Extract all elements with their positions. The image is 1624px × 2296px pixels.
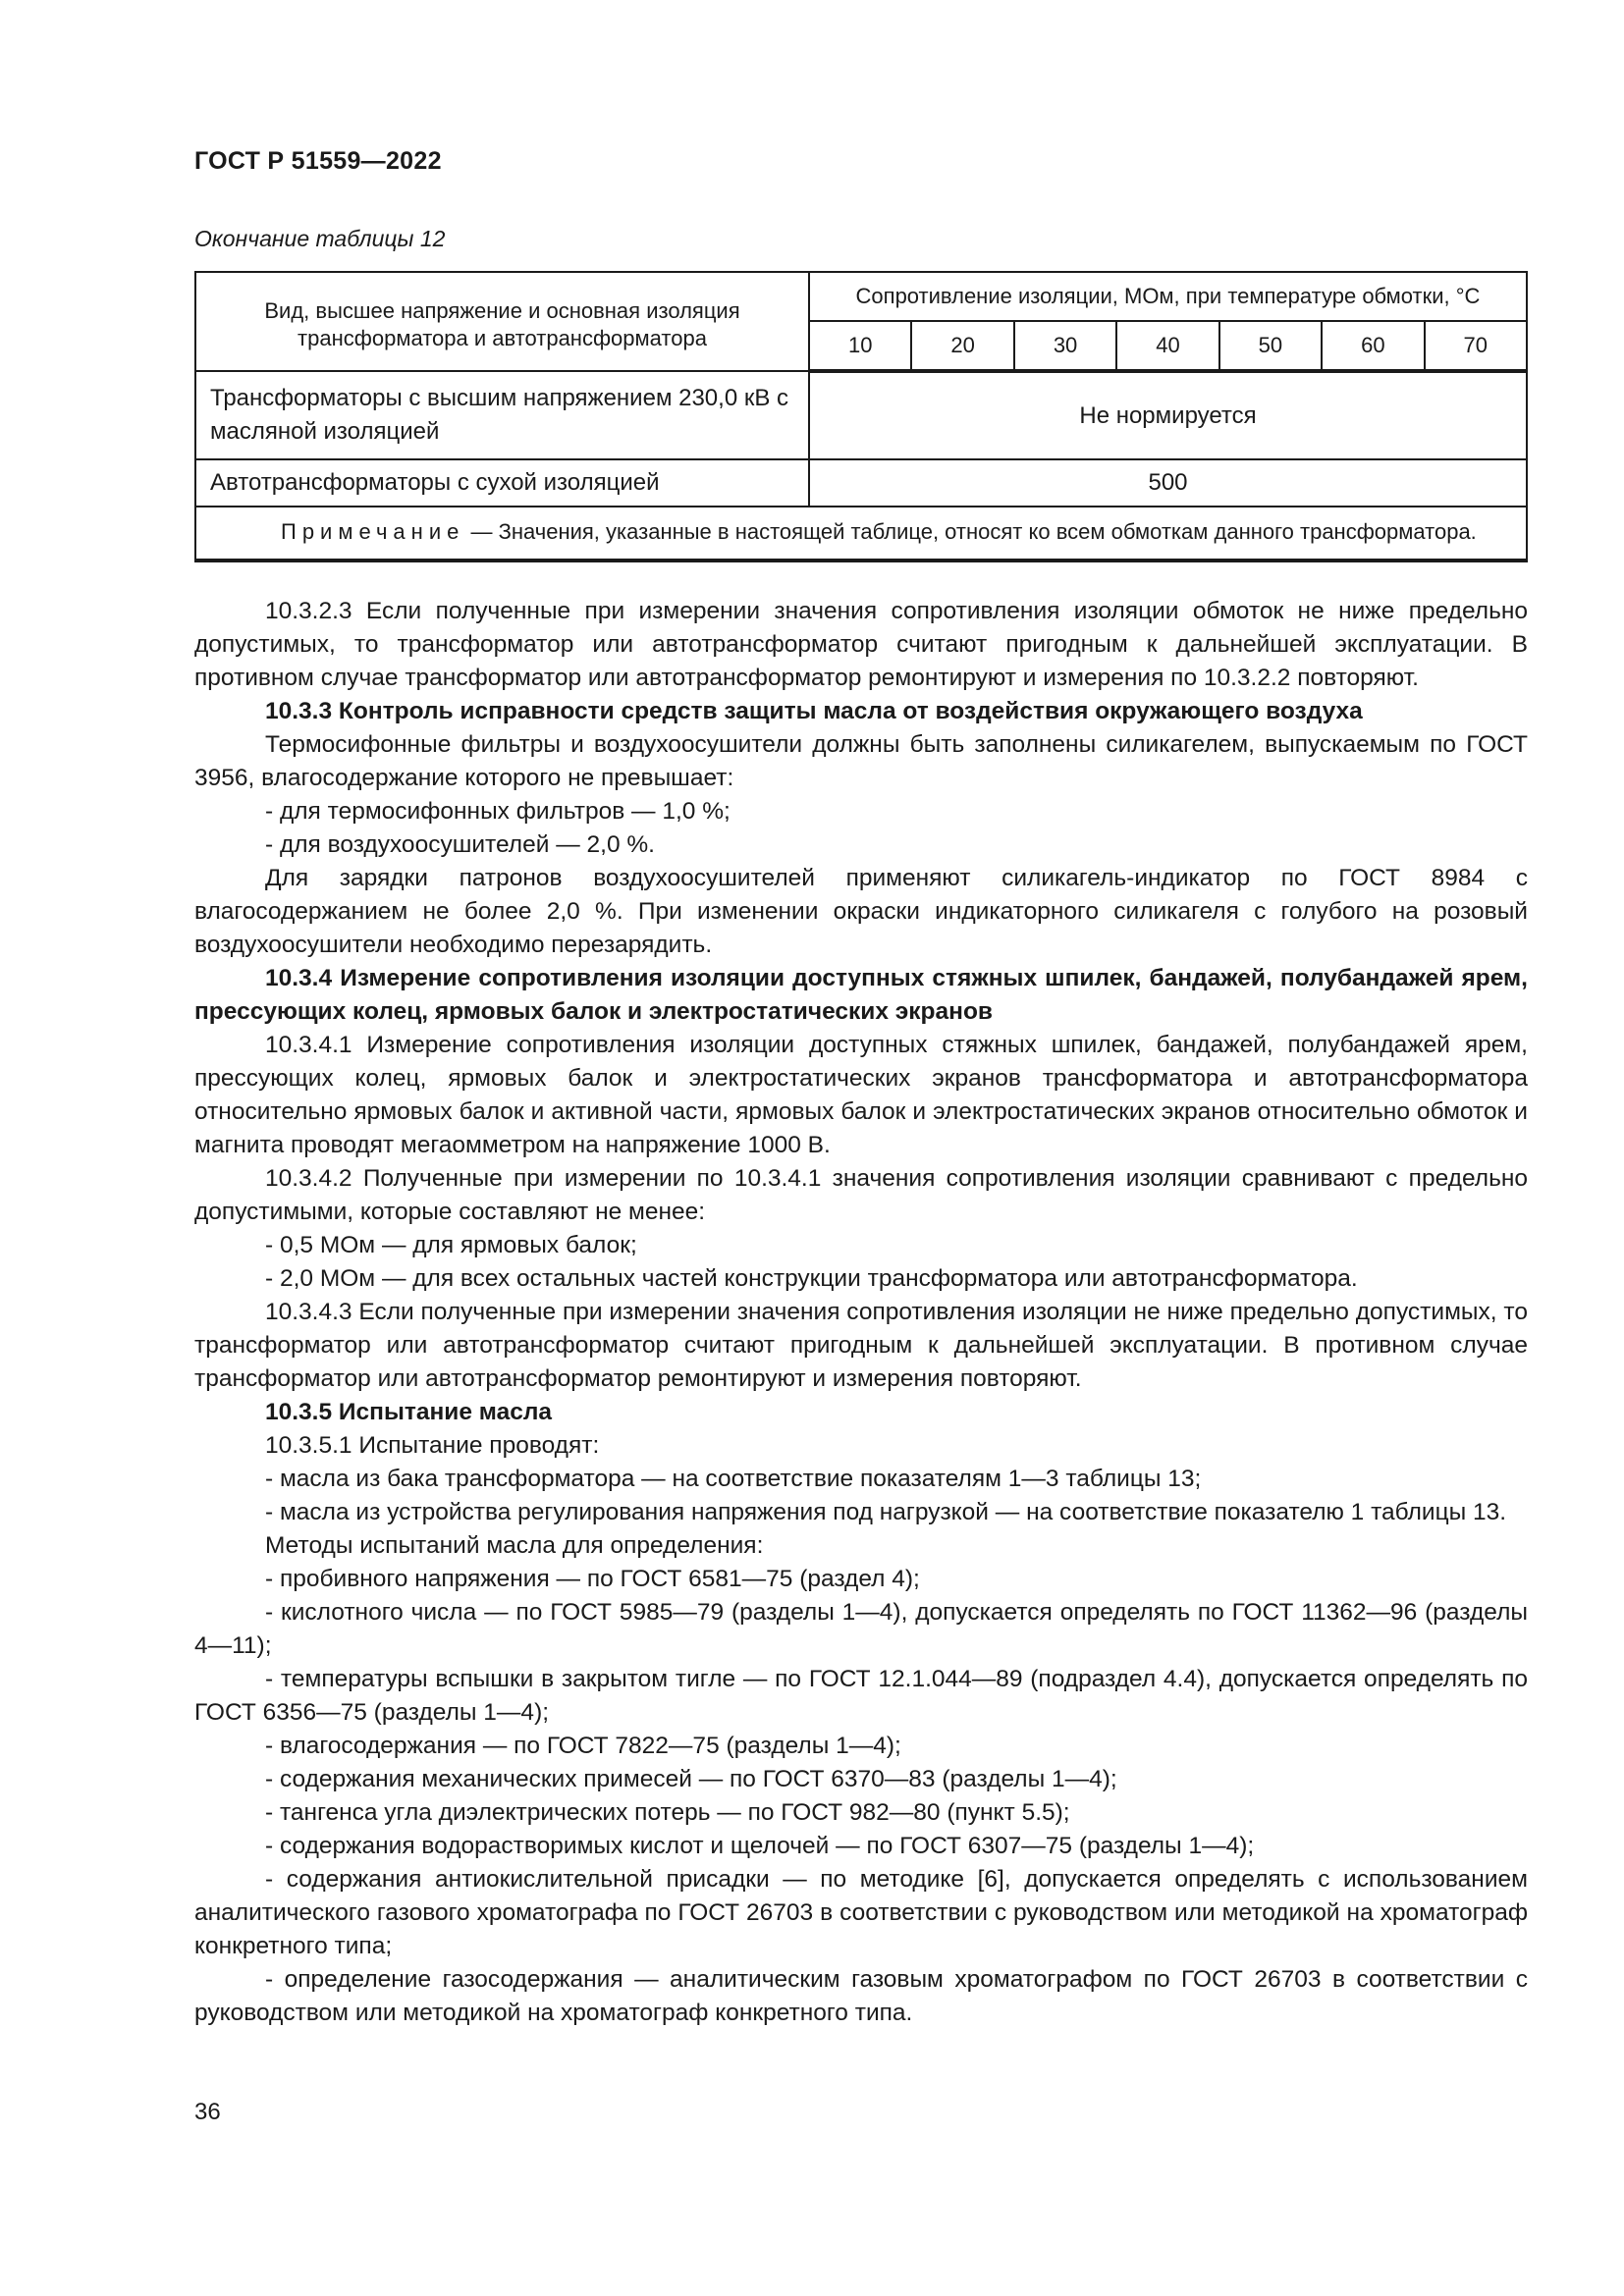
row-label: Трансформаторы с высшим напряжением 230,0 кВ с масляной изоляцией [195, 371, 809, 459]
table-row [195, 371, 1527, 459]
table-group-header: Сопротивление изоляции, МОм, при температуре обмотки, °С [809, 272, 1527, 321]
table-row [195, 459, 1527, 507]
paragraph: - 2,0 МОм — для всех остальных частей конструкции трансформатора или автотрансформатора. [265, 1265, 1358, 1292]
paragraph: - содержания механических примесей — по ГОСТ 6370—83 (разделы 1—4); [265, 1766, 1117, 1792]
paragraph: Методы испытаний масла для определения: [265, 1532, 764, 1559]
paragraph: - тангенса угла диэлектрических потерь — по ГОСТ 982—80 (пункт 5.5); [265, 1799, 1070, 1826]
paragraph: - температуры вспышки в закрытом тигле — по ГОСТ 12.1.044—89 (подраздел 4.4), допускается определять по ГОСТ 6356—75 (разделы 1—4); [194, 1666, 1528, 1726]
section-heading: 10.3.4 Измерение сопротивления изоляции доступных стяжных шпилек, бандажей, полубандажей ярем, прессующих колец, ярмовых балок и электростатических экранов [194, 965, 1528, 1025]
paragraph: - определение газосодержания — аналитическим газовым хроматографом по ГОСТ 26703 в соответствии с руководством или методикой на хроматограф конкретного типа. [194, 1966, 1528, 2026]
paragraph: - содержания антиокислительной присадки — по методике [6], допускается определять с использованием аналитического газового хроматографа по ГОСТ 26703 в соответствии с руководством или методикой на хроматограф конкретного типа; [194, 1866, 1528, 1959]
paragraph: 10.3.4.3 Если полученные при измерении значения сопротивления изоляции не ниже предельно допустимых, то трансформатор или автотрансформатор считают пригодным к дальнейшей эксплуатации. В противном случае трансформатор или автотрансформатор ремонтируют и измерения повторяют. [194, 1299, 1528, 1392]
row-label: Автотрансформаторы с сухой изоляцией [195, 459, 809, 507]
table-caption: Окончание таблицы 12 [194, 226, 446, 251]
row-value: 500 [809, 459, 1527, 507]
paragraph: - 0,5 МОм — для ярмовых балок; [265, 1232, 637, 1258]
paragraph: - масла из бака трансформатора — на соответствие показателям 1—3 таблицы 13; [265, 1466, 1202, 1492]
paragraph: - влагосодержания — по ГОСТ 7822—75 (разделы 1—4); [265, 1733, 901, 1759]
paragraph: - кислотного числа — по ГОСТ 5985—79 (разделы 1—4), допускается определять по ГОСТ 11362—96 (разделы 4—11); [194, 1599, 1528, 1659]
section-heading: 10.3.3 Контроль исправности средств защиты масла от воздействия окружающего воздуха [265, 698, 1363, 724]
paragraph: 10.3.2.3 Если полученные при измерении значения сопротивления изоляции обмоток не ниже предельно допустимых, то трансформатор или автотрансформатор считают пригодным к дальнейшей эксплуатации. В противном случае трансформатор или автотрансформатор ремонтируют и измерения по 10.3.2.2 повторяют. [194, 598, 1528, 691]
temperature-header: 10 [809, 321, 911, 371]
temperature-header: 50 [1219, 321, 1322, 371]
table-column-header: Вид, высшее напряжение и основная изоляция трансформатора и автотрансформатора [195, 272, 809, 371]
temperature-header: 70 [1425, 321, 1527, 371]
paragraph: - содержания водорастворимых кислот и щелочей — по ГОСТ 6307—75 (разделы 1—4); [265, 1833, 1255, 1859]
paragraph: Для зарядки патронов воздухоосушителей применяют силикагель-индикатор по ГОСТ 8984 с влагосодержанием не более 2,0 %. При изменении окраски индикаторного силикагеля с голубого на розовый воздухоосушители необходимо перезарядить. [194, 865, 1528, 958]
temperature-header: 30 [1014, 321, 1116, 371]
body-text [194, 595, 1528, 2030]
section-heading: 10.3.5 Испытание масла [265, 1399, 553, 1425]
insulation-resistance-table [194, 271, 1528, 562]
temperature-header: 40 [1116, 321, 1218, 371]
note-text: — Значения, указанные в настоящей таблице, относят ко всем обмоткам данного трансформатора. [464, 519, 1477, 544]
note-lead: Примечание [281, 519, 465, 544]
paragraph: 10.3.4.2 Полученные при измерении по 10.3.4.1 значения сопротивления изоляции сравнивают с предельно допустимыми, которые составляют не менее: [194, 1165, 1528, 1225]
page-number: 36 [194, 2099, 221, 2125]
paragraph: Термосифонные фильтры и воздухоосушители должны быть заполнены силикагелем, выпускаемым по ГОСТ 3956, влагосодержание которого не превышает: [194, 731, 1528, 791]
paragraph: - для термосифонных фильтров — 1,0 %; [265, 798, 731, 825]
document-code: ГОСТ Р 51559—2022 [194, 147, 442, 175]
paragraph: - для воздухоосушителей — 2,0 %. [265, 831, 655, 858]
temperature-header: 20 [911, 321, 1013, 371]
paragraph: - масла из устройства регулирования напряжения под нагрузкой — на соответствие показателю 1 таблицы 13. [265, 1499, 1507, 1525]
temperature-header: 60 [1322, 321, 1424, 371]
paragraph: 10.3.4.1 Измерение сопротивления изоляции доступных стяжных шпилек, бандажей, полубандажей ярем, прессующих колец, ярмовых балок и электростатических экранов трансформатора и автотрансформатора относительно ярмовых балок и активной части, ярмовых балок и электростатических экранов относительно обмоток и магнита проводят мегаомметром на напряжение 1000 В. [194, 1032, 1528, 1158]
paragraph: - пробивного напряжения — по ГОСТ 6581—75 (раздел 4); [265, 1566, 920, 1592]
row-value: Не нормируется [809, 371, 1527, 459]
paragraph: 10.3.5.1 Испытание проводят: [265, 1432, 600, 1459]
table-note [195, 507, 1527, 561]
